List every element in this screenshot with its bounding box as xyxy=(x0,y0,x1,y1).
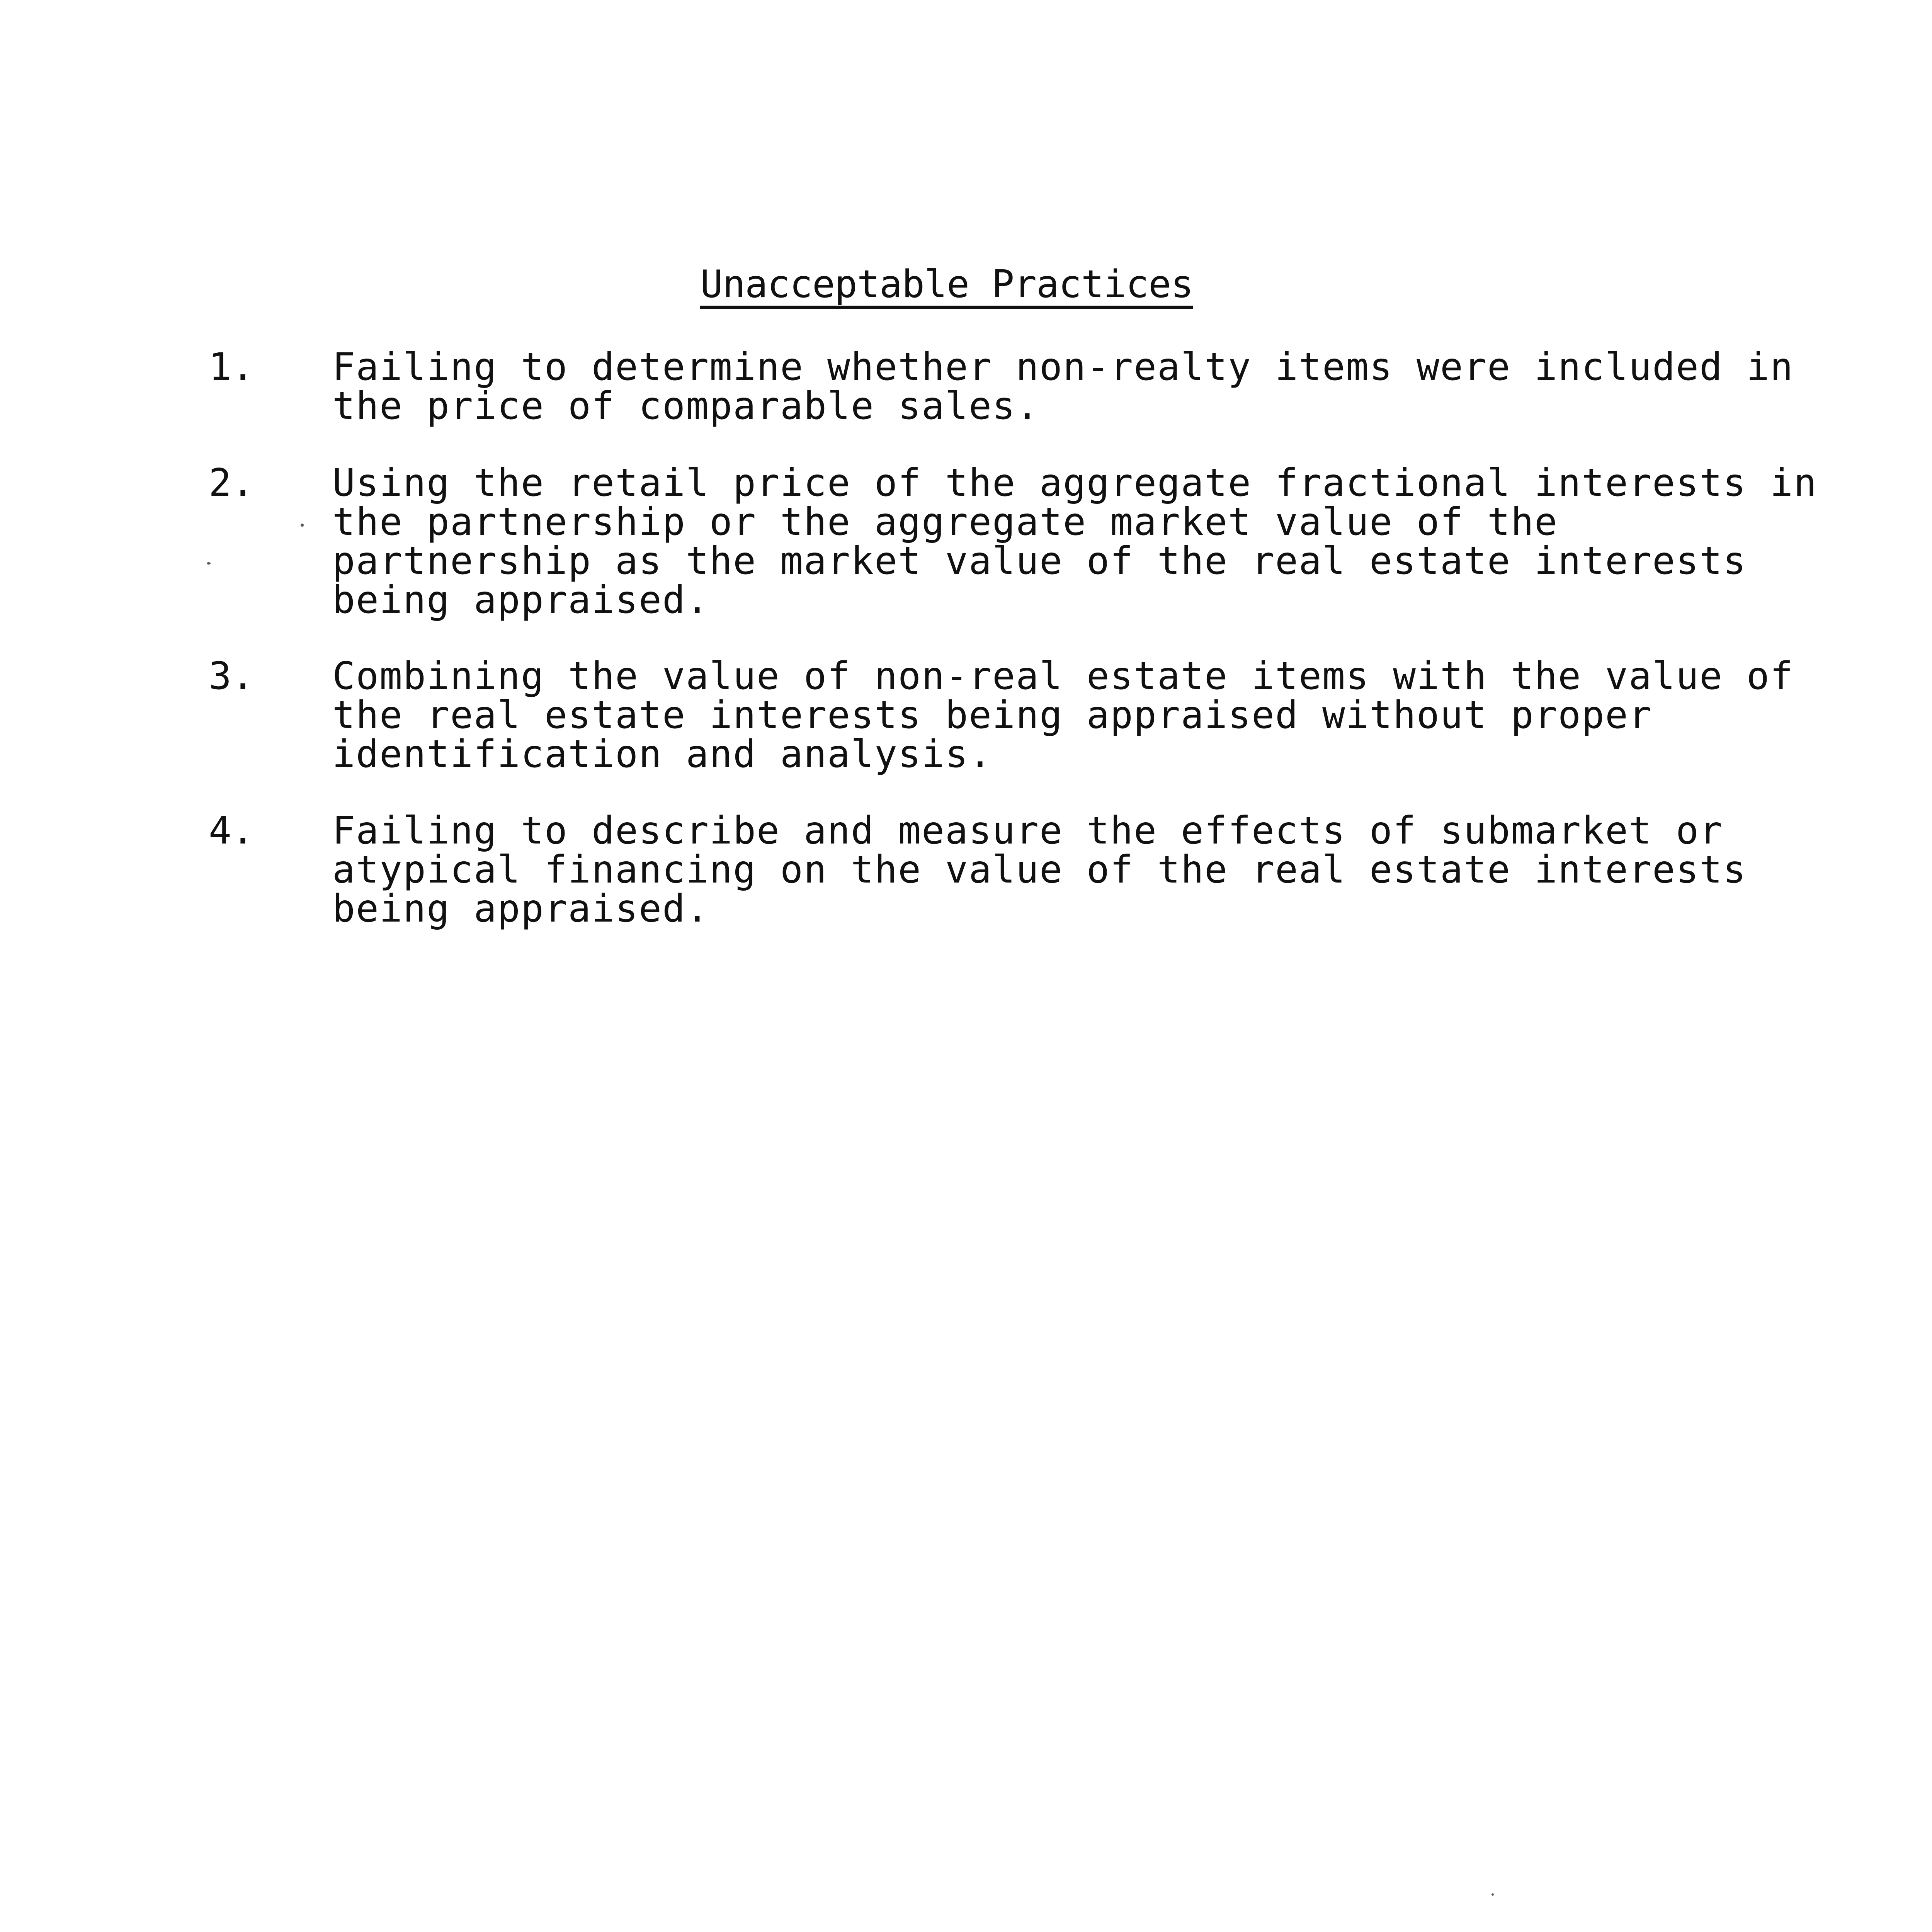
text-line: being appraised. xyxy=(332,578,710,622)
text-line: partnership as the market value of the real estate interests xyxy=(332,539,1747,583)
scan-speck xyxy=(1492,1893,1494,1896)
list-item-text xyxy=(332,345,1794,428)
text-line: identification and analysis. xyxy=(332,732,993,776)
section-heading: Unacceptable Practices xyxy=(700,262,1194,306)
list-item-text xyxy=(332,811,1747,929)
text-line: Using the retail price of the aggregate fractional interests in xyxy=(332,461,1818,505)
text-line: being appraised. xyxy=(332,887,710,931)
list-item-number: 3. xyxy=(209,654,255,698)
text-line: atypical financing on the value of the real estate interests xyxy=(332,848,1747,892)
list-item-text xyxy=(332,654,1794,776)
scan-speck xyxy=(207,562,211,565)
text-line: Failing to describe and measure the effects of submarket or xyxy=(332,809,1723,853)
text-line: the price of comparable sales. xyxy=(332,384,1040,428)
list-item-number: 2. xyxy=(209,461,255,505)
list-item-text xyxy=(332,461,1818,622)
list-item-number: 4. xyxy=(209,809,255,853)
text-line: Failing to determine whether non-realty items were included in xyxy=(332,345,1794,389)
list-item-number: 1. xyxy=(209,345,255,389)
scan-speck xyxy=(301,524,304,527)
text-line: Combining the value of non-real estate items with the value of xyxy=(332,654,1794,698)
text-line: the real estate interests being appraised without proper xyxy=(332,693,1653,737)
text-line: the partnership or the aggregate market value of the xyxy=(332,500,1558,544)
